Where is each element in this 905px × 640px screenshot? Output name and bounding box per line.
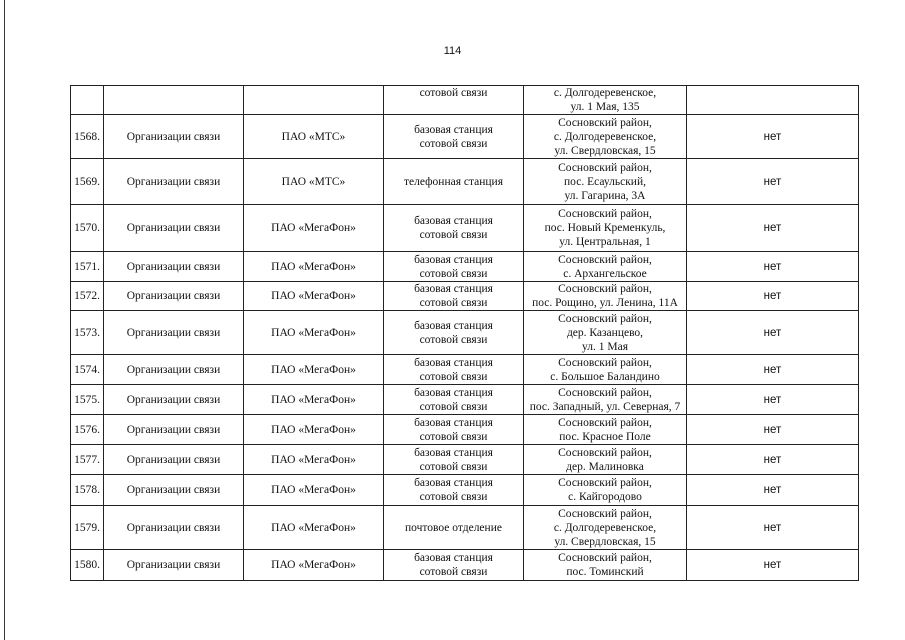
address-cell: Сосновский район, пос. Новый Кременкуль, ул. Центральная, 1 (524, 205, 687, 252)
organization-cell: ПАО «МегаФон» (244, 550, 384, 581)
object-type-cell: базовая станция сотовой связи (384, 252, 524, 282)
object-type-cell: базовая станция сотовой связи (384, 311, 524, 355)
table-row (71, 159, 859, 205)
flag-cell: нет (687, 475, 859, 506)
flag-cell: нет (687, 115, 859, 159)
row-number: 1574. (71, 355, 104, 385)
organization-cell: ПАО «МегаФон» (244, 311, 384, 355)
table-row (71, 86, 859, 115)
address-cell: Сосновский район, дер. Малиновка (524, 445, 687, 475)
address-cell: Сосновский район, пос. Красное Поле (524, 415, 687, 445)
category-cell: Организации связи (104, 205, 244, 252)
flag-cell: нет (687, 159, 859, 205)
category-cell: Организации связи (104, 445, 244, 475)
address-cell: Сосновский район, с. Архангельское (524, 252, 687, 282)
flag-cell: нет (687, 445, 859, 475)
row-number: 1573. (71, 311, 104, 355)
registry-table (70, 85, 859, 581)
organization-cell: ПАО «МегаФон» (244, 506, 384, 550)
category-cell: Организации связи (104, 475, 244, 506)
row-number: 1575. (71, 385, 104, 415)
address-cell: Сосновский район, дер. Казанцево, ул. 1 Мая (524, 311, 687, 355)
organization-cell: ПАО «МТС» (244, 159, 384, 205)
object-type-cell: телефонная станция (384, 159, 524, 205)
organization-cell (244, 86, 384, 115)
address-cell: Сосновский район, пос. Есаульский, ул. Гагарина, 3А (524, 159, 687, 205)
category-cell: Организации связи (104, 252, 244, 282)
row-number (71, 86, 104, 115)
organization-cell: ПАО «МегаФон» (244, 355, 384, 385)
flag-cell: нет (687, 355, 859, 385)
category-cell: Организации связи (104, 506, 244, 550)
organization-cell: ПАО «МегаФон» (244, 475, 384, 506)
row-number: 1569. (71, 159, 104, 205)
table-row (71, 506, 859, 550)
object-type-cell: сотовой связи (384, 86, 524, 115)
category-cell: Организации связи (104, 282, 244, 311)
registry-table-body (71, 86, 859, 581)
address-cell: Сосновский район, пос. Западный, ул. Северная, 7 (524, 385, 687, 415)
row-number: 1580. (71, 550, 104, 581)
flag-cell: нет (687, 311, 859, 355)
row-number: 1579. (71, 506, 104, 550)
organization-cell: ПАО «МегаФон» (244, 415, 384, 445)
row-number: 1572. (71, 282, 104, 311)
object-type-cell: базовая станция сотовой связи (384, 282, 524, 311)
table-row (71, 252, 859, 282)
scan-edge-line (4, 0, 5, 640)
table-row (71, 475, 859, 506)
object-type-cell: базовая станция сотовой связи (384, 205, 524, 252)
table-row (71, 415, 859, 445)
category-cell: Организации связи (104, 311, 244, 355)
address-cell: Сосновский район, с. Большое Баландино (524, 355, 687, 385)
organization-cell: ПАО «МегаФон» (244, 445, 384, 475)
organization-cell: ПАО «МегаФон» (244, 385, 384, 415)
organization-cell: ПАО «МегаФон» (244, 252, 384, 282)
table-row (71, 115, 859, 159)
organization-cell: ПАО «МТС» (244, 115, 384, 159)
object-type-cell: почтовое отделение (384, 506, 524, 550)
flag-cell: нет (687, 282, 859, 311)
flag-cell: нет (687, 205, 859, 252)
category-cell: Организации связи (104, 550, 244, 581)
page-number: 114 (443, 45, 462, 57)
table-row (71, 311, 859, 355)
object-type-cell: базовая станция сотовой связи (384, 355, 524, 385)
table-row (71, 282, 859, 311)
flag-cell: нет (687, 252, 859, 282)
table-row (71, 445, 859, 475)
row-number: 1576. (71, 415, 104, 445)
flag-cell: нет (687, 550, 859, 581)
object-type-cell: базовая станция сотовой связи (384, 115, 524, 159)
table-row (71, 385, 859, 415)
row-number: 1568. (71, 115, 104, 159)
row-number: 1570. (71, 205, 104, 252)
category-cell: Организации связи (104, 159, 244, 205)
category-cell (104, 86, 244, 115)
address-cell: Сосновский район, пос. Томинский (524, 550, 687, 581)
address-cell: Сосновский район, с. Долгодеревенское, ул. Свердловская, 15 (524, 115, 687, 159)
category-cell: Организации связи (104, 415, 244, 445)
table-row (71, 205, 859, 252)
object-type-cell: базовая станция сотовой связи (384, 415, 524, 445)
flag-cell: нет (687, 385, 859, 415)
flag-cell: нет (687, 506, 859, 550)
row-number: 1577. (71, 445, 104, 475)
object-type-cell: базовая станция сотовой связи (384, 385, 524, 415)
category-cell: Организации связи (104, 385, 244, 415)
object-type-cell: базовая станция сотовой связи (384, 445, 524, 475)
address-cell: Сосновский район, пос. Рощино, ул. Ленина, 11А (524, 282, 687, 311)
row-number: 1578. (71, 475, 104, 506)
address-cell: Сосновский район, с. Кайгородово (524, 475, 687, 506)
table-row (71, 355, 859, 385)
category-cell: Организации связи (104, 355, 244, 385)
organization-cell: ПАО «МегаФон» (244, 282, 384, 311)
table-row (71, 550, 859, 581)
object-type-cell: базовая станция сотовой связи (384, 475, 524, 506)
address-cell: с. Долгодеревенское, ул. 1 Мая, 135 (524, 86, 687, 115)
flag-cell (687, 86, 859, 115)
address-cell: Сосновский район, с. Долгодеревенское, ул. Свердловская, 15 (524, 506, 687, 550)
organization-cell: ПАО «МегаФон» (244, 205, 384, 252)
category-cell: Организации связи (104, 115, 244, 159)
row-number: 1571. (71, 252, 104, 282)
flag-cell: нет (687, 415, 859, 445)
object-type-cell: базовая станция сотовой связи (384, 550, 524, 581)
